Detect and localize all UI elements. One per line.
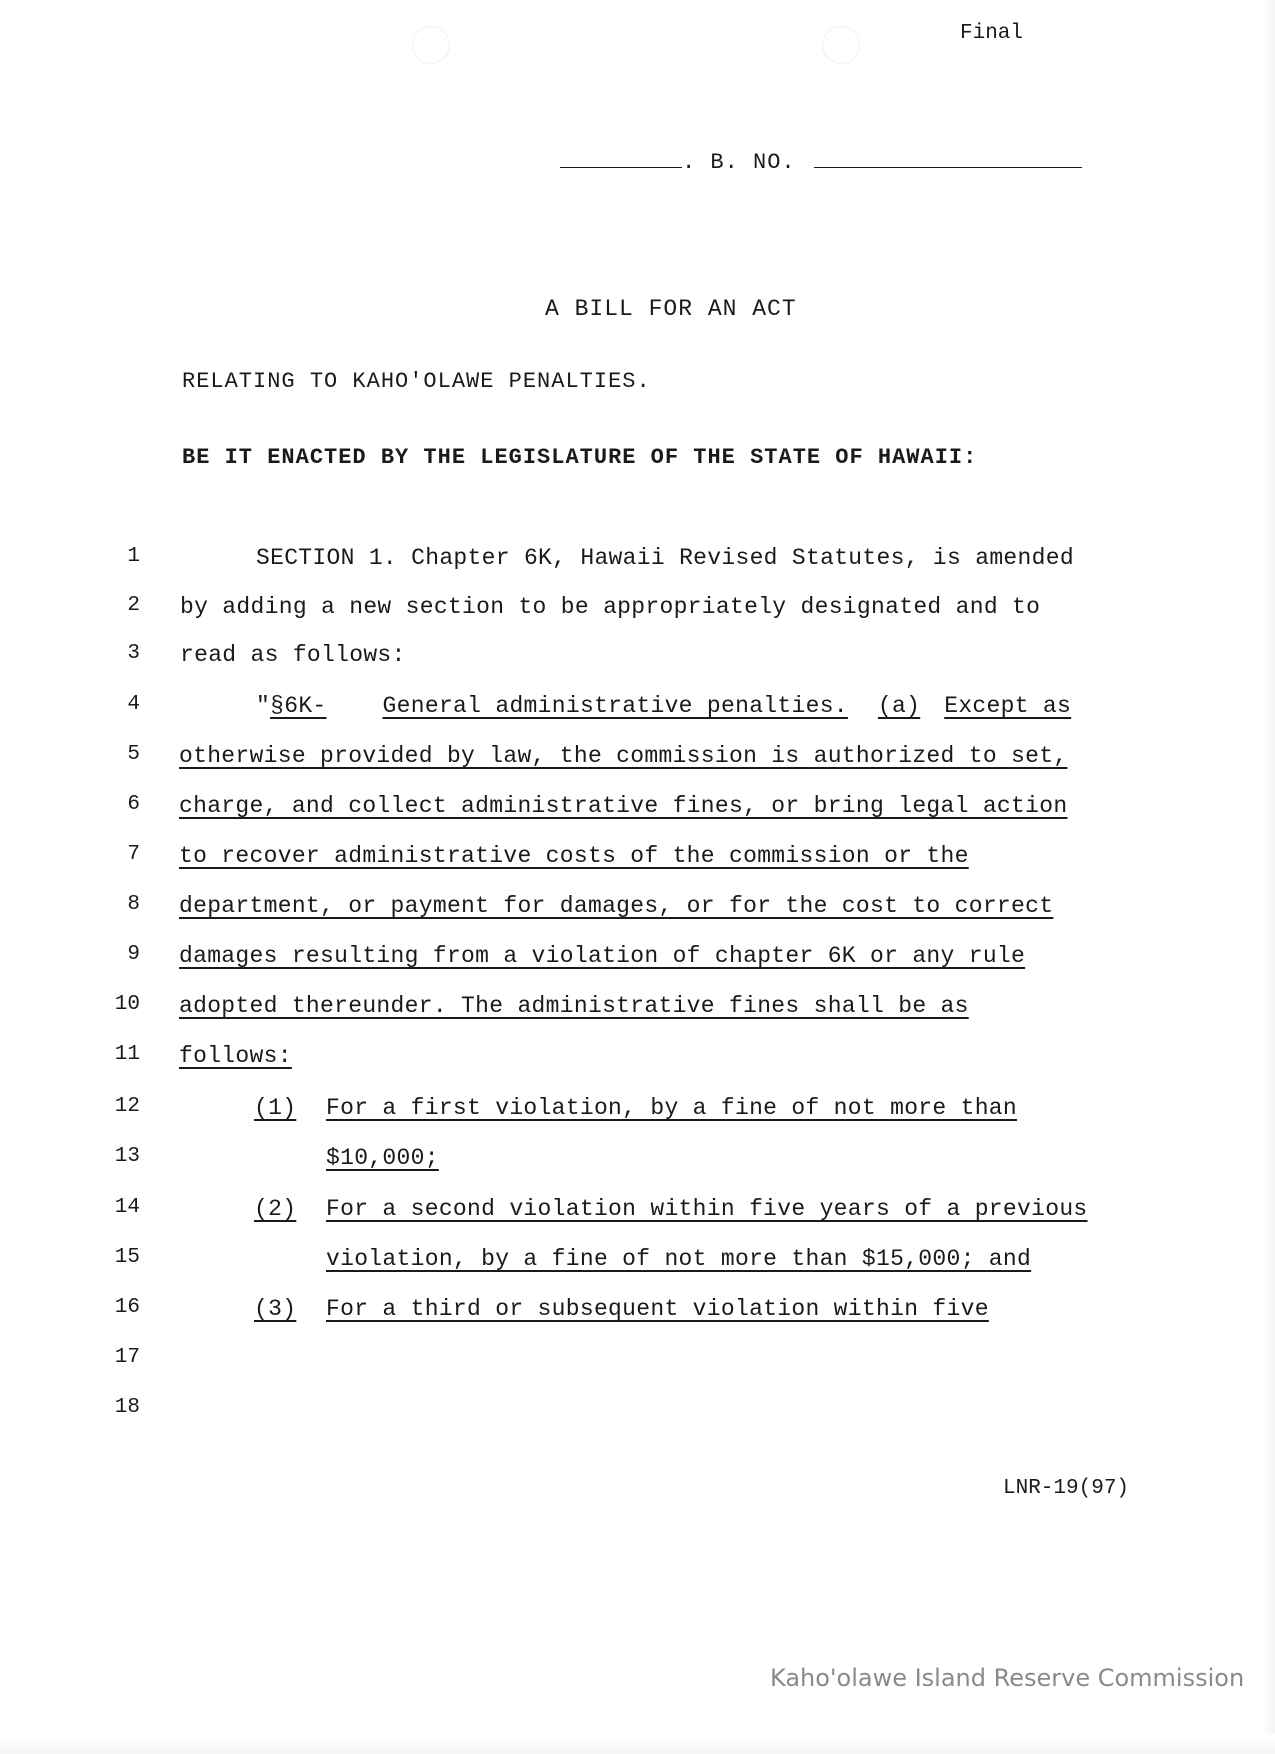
bill-line-text: damages resulting from a violation of chapter 6K or any rule bbox=[179, 943, 1026, 969]
bill-line-text: adopted thereunder. The administrative fines shall be as bbox=[179, 993, 969, 1019]
bill-line-continuation: Except as bbox=[944, 693, 1072, 719]
line-number: 3 bbox=[127, 642, 140, 665]
line-number: 15 bbox=[114, 1246, 140, 1269]
bill-line-text: department, or payment for damages, or for the cost to correct bbox=[179, 893, 1054, 919]
bill-number-line bbox=[560, 150, 1082, 175]
line-number: 17 bbox=[114, 1346, 140, 1369]
list-item-marker: (2) bbox=[254, 1196, 297, 1222]
scan-edge-shadow bbox=[1263, 0, 1275, 1754]
bill-line-text: SECTION 1. Chapter 6K, Hawaii Revised Statutes, is amended bbox=[256, 545, 1074, 571]
bill-title: A BILL FOR AN ACT bbox=[545, 296, 797, 322]
punch-hole-left bbox=[412, 26, 450, 64]
bill-line-text: For a second violation within five years of a previous bbox=[326, 1196, 1088, 1222]
line-number: 8 bbox=[127, 893, 140, 916]
draft-status: Final bbox=[960, 22, 1024, 45]
punch-hole-right bbox=[822, 26, 860, 64]
bill-line-text: violation, by a fine of not more than $15,000; and bbox=[326, 1246, 1032, 1272]
list-item-marker: (1) bbox=[254, 1095, 297, 1121]
line-number: 14 bbox=[114, 1196, 140, 1219]
relating-clause: RELATING TO KAHO'OLAWE PENALTIES. bbox=[182, 369, 651, 394]
line-number: 2 bbox=[127, 594, 140, 617]
bill-line-text: otherwise provided by law, the commission is authorized to set, bbox=[179, 743, 1068, 769]
bill-line-text: charge, and collect administrative fines, or bring legal action bbox=[179, 793, 1068, 819]
line-number: 18 bbox=[114, 1396, 140, 1419]
form-code: LNR-19(97) bbox=[1003, 1477, 1130, 1500]
line-number: 4 bbox=[127, 693, 140, 716]
line-number: 1 bbox=[127, 545, 140, 568]
line-number: 11 bbox=[114, 1043, 140, 1066]
bill-line-text: by adding a new section to be appropriately designated and to bbox=[180, 594, 1041, 620]
subsection-label: (a) bbox=[877, 693, 921, 719]
chamber-blank bbox=[560, 167, 682, 168]
enacting-clause: BE IT ENACTED BY THE LEGISLATURE OF THE STATE OF HAWAII: bbox=[182, 445, 978, 470]
line-number: 13 bbox=[114, 1145, 140, 1168]
list-item-marker: (3) bbox=[254, 1296, 297, 1322]
bill-line-text: follows: bbox=[179, 1043, 292, 1069]
line-number: 7 bbox=[127, 843, 140, 866]
section-number: §6K- bbox=[270, 693, 327, 719]
archive-watermark: Kaho'olawe Island Reserve Commission bbox=[770, 1664, 1245, 1692]
line-number: 6 bbox=[127, 793, 140, 816]
bill-number-label: . B. NO. bbox=[682, 150, 796, 175]
scan-bottom-shadow bbox=[0, 1734, 1275, 1754]
line-number: 5 bbox=[127, 743, 140, 766]
section-heading: General administrative penalties. bbox=[382, 693, 848, 719]
line-number: 10 bbox=[114, 993, 140, 1016]
bill-line-text: For a third or subsequent violation within five bbox=[326, 1296, 989, 1322]
bill-line-text: read as follows: bbox=[180, 642, 406, 668]
open-quote: " bbox=[256, 693, 271, 719]
bill-line-text bbox=[256, 693, 1071, 719]
bill-line-text: $10,000; bbox=[326, 1145, 439, 1171]
bill-line-text: For a first violation, by a fine of not more than bbox=[326, 1095, 1018, 1121]
line-number: 16 bbox=[114, 1296, 140, 1319]
bill-line-text: to recover administrative costs of the commission or the bbox=[179, 843, 969, 869]
line-number: 12 bbox=[114, 1095, 140, 1118]
line-number: 9 bbox=[127, 943, 140, 966]
bill-number-blank bbox=[814, 167, 1082, 168]
